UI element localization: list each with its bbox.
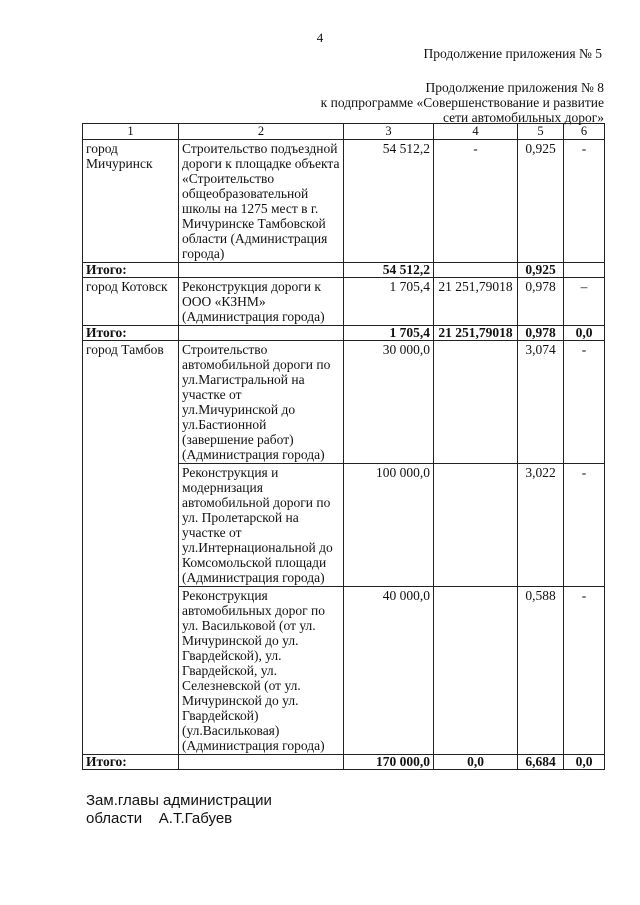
empty-cell [434,464,518,587]
signature-title: Зам.главы администрации [86,792,272,809]
total-amount: 54 512,2 [344,263,434,278]
total-row [83,755,605,770]
total-length: 6,684 [518,755,564,770]
length-cell: 3,022 [518,464,564,587]
amount-cell: 1 705,4 [344,278,434,326]
value-cell: 21 251,79018 [434,278,518,326]
table-row [83,140,605,263]
empty-cell [434,341,518,464]
total-length: 0,978 [518,326,564,341]
total-row [83,263,605,278]
project-description: Строительство подъездной дороги к площадке объекта «Строительство общеобразовательной школы на 1275 мест в г. Мичуринске Тамбовской области (Администрация города) [179,140,344,263]
column-number: 2 [179,124,344,140]
column-number: 5 [518,124,564,140]
city-cell: город Мичуринск [83,140,179,263]
column-number: 3 [344,124,434,140]
total-amount: 170 000,0 [344,755,434,770]
length-cell: 3,074 [518,341,564,464]
roads-table [82,123,605,770]
total-value: 0,0 [564,755,605,770]
total-length: 0,925 [518,263,564,278]
empty-cell [179,326,344,341]
city-cell: город Тамбов [83,341,179,755]
column-number: 4 [434,124,518,140]
amount-cell: 54 512,2 [344,140,434,263]
column-number-row [83,124,605,140]
empty-cell [179,755,344,770]
signature-block [86,792,272,828]
total-row [83,326,605,341]
continuation-annex-5: Продолжение приложения № 5 [423,46,602,61]
page-number: 4 [316,30,324,45]
signature-name: области А.Т.Габуев [86,810,233,827]
annex-8-line2: к подпрограмме «Совершенствование и развитие [320,95,604,110]
empty-cell [564,263,605,278]
value-cell: – [564,278,605,326]
total-value: 21 251,79018 [434,326,518,341]
project-description: Реконструкция автомобильных дорог по ул. Васильковой (от ул. Мичуринской до ул. Гвардейской), ул. Гвардейской, ул. Селезневской (от ул. Мичуринской до ул. Гвардейской) (ул.Васильковая) (Администрация города) [179,587,344,755]
value-cell: - [564,587,605,755]
total-label: Итого: [83,755,179,770]
project-description: Реконструкция дороги к ООО «КЗНМ» (Администрация города) [179,278,344,326]
empty-cell [434,587,518,755]
annex-8-line3: сети автомобильных дорог» [443,110,604,125]
column-number: 1 [83,124,179,140]
annex-8-header [321,80,604,125]
total-amount: 1 705,4 [344,326,434,341]
amount-cell: 100 000,0 [344,464,434,587]
amount-cell: 40 000,0 [344,587,434,755]
total-label: Итого: [83,326,179,341]
total-label: Итого: [83,263,179,278]
annex-8-line1: Продолжение приложения № 8 [425,80,604,95]
length-cell: 0,978 [518,278,564,326]
total-value: 0,0 [434,755,518,770]
value-cell: - [434,140,518,263]
length-cell: 0,925 [518,140,564,263]
total-value: 0,0 [564,326,605,341]
empty-cell [434,263,518,278]
value-cell: - [564,341,605,464]
amount-cell: 30 000,0 [344,341,434,464]
value-cell: - [564,464,605,587]
value-cell: - [564,140,605,263]
table-row [83,341,605,464]
length-cell: 0,588 [518,587,564,755]
project-description: Строительство автомобильной дороги по ул.Магистральной на участке от ул.Мичуринской до ул.Бастионной (завершение работ) (Администрация города) [179,341,344,464]
column-number: 6 [564,124,605,140]
city-cell: город Котовск [83,278,179,326]
table-row [83,278,605,326]
empty-cell [179,263,344,278]
project-description: Реконструкция и модернизация автомобильной дороги по ул. Пролетарской на участке от ул.Интернациональной до Комсомольской площади (Администрация города) [179,464,344,587]
